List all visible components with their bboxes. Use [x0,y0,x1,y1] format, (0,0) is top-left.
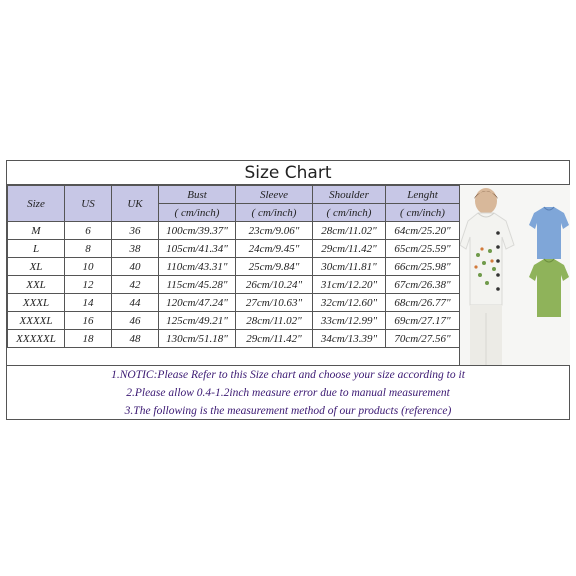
cell-size: XXXL [8,294,65,312]
cell-us: 18 [65,330,112,348]
header-us: US [65,186,112,222]
cell-bust: 110cm/43.31" [159,258,236,276]
cell-sleeve: 28cm/11.02" [236,312,313,330]
cell-bust: 130cm/51.18" [159,330,236,348]
cell-size: XL [8,258,65,276]
cell-uk: 48 [112,330,159,348]
cell-shoulder: 28cm/11.02" [313,222,386,240]
cell-size: M [8,222,65,240]
header-bust: Bust [159,186,236,204]
chart-title: Size Chart [7,161,569,185]
header-uk: UK [112,186,159,222]
shirt-product-photo-icon [460,185,570,365]
cell-shoulder: 33cm/12.99" [313,312,386,330]
notes-section [7,365,569,421]
cell-uk: 36 [112,222,159,240]
cell-uk: 46 [112,312,159,330]
cell-uk: 42 [112,276,159,294]
cell-us: 10 [65,258,112,276]
cell-length: 64cm/25.20" [386,222,460,240]
cell-length: 68cm/26.77" [386,294,460,312]
unit-shoulder: ( cm/inch) [313,204,386,222]
cell-bust: 105cm/41.34" [159,240,236,258]
cell-uk: 44 [112,294,159,312]
cell-length: 70cm/27.56" [386,330,460,348]
cell-size: XXXXXL [8,330,65,348]
header-size: Size [8,186,65,222]
cell-shoulder: 30cm/11.81" [313,258,386,276]
cell-bust: 125cm/49.21" [159,312,236,330]
table-row [8,312,460,330]
table-row [8,330,460,348]
cell-uk: 38 [112,240,159,258]
unit-sleeve: ( cm/inch) [236,204,313,222]
header-shoulder: Shoulder [313,186,386,204]
cell-length: 65cm/25.59" [386,240,460,258]
table-row [8,294,460,312]
cell-size: XXXXL [8,312,65,330]
cell-us: 8 [65,240,112,258]
cell-shoulder: 31cm/12.20" [313,276,386,294]
size-table [7,185,460,348]
cell-shoulder: 34cm/13.39" [313,330,386,348]
cell-sleeve: 24cm/9.45" [236,240,313,258]
cell-bust: 100cm/39.37" [159,222,236,240]
cell-sleeve: 29cm/11.42" [236,330,313,348]
cell-us: 16 [65,312,112,330]
cell-shoulder: 32cm/12.60" [313,294,386,312]
table-header-row [8,186,460,204]
note-3: 3.The following is the measurement method of our products (reference) [124,405,452,417]
cell-sleeve: 23cm/9.06" [236,222,313,240]
cell-size: L [8,240,65,258]
table-row [8,240,460,258]
cell-sleeve: 27cm/10.63" [236,294,313,312]
header-length: Lenght [386,186,460,204]
cell-sleeve: 25cm/9.84" [236,258,313,276]
cell-shoulder: 29cm/11.42" [313,240,386,258]
table-row [8,222,460,240]
header-sleeve: Sleeve [236,186,313,204]
note-1: 1.NOTIC:Please Refer to this Size chart and choose your size according to it [111,369,465,381]
cell-length: 66cm/25.98" [386,258,460,276]
cell-length: 69cm/27.17" [386,312,460,330]
unit-bust: ( cm/inch) [159,204,236,222]
cell-us: 14 [65,294,112,312]
unit-length: ( cm/inch) [386,204,460,222]
cell-bust: 115cm/45.28" [159,276,236,294]
cell-size: XXL [8,276,65,294]
cell-length: 67cm/26.38" [386,276,460,294]
cell-bust: 120cm/47.24" [159,294,236,312]
cell-uk: 40 [112,258,159,276]
cell-us: 12 [65,276,112,294]
product-photo [459,185,570,365]
note-2: 2.Please allow 0.4-1.2inch measure error due to manual measurement [126,387,450,399]
size-chart [6,160,570,420]
table-row [8,276,460,294]
cell-sleeve: 26cm/10.24" [236,276,313,294]
cell-us: 6 [65,222,112,240]
table-row [8,258,460,276]
